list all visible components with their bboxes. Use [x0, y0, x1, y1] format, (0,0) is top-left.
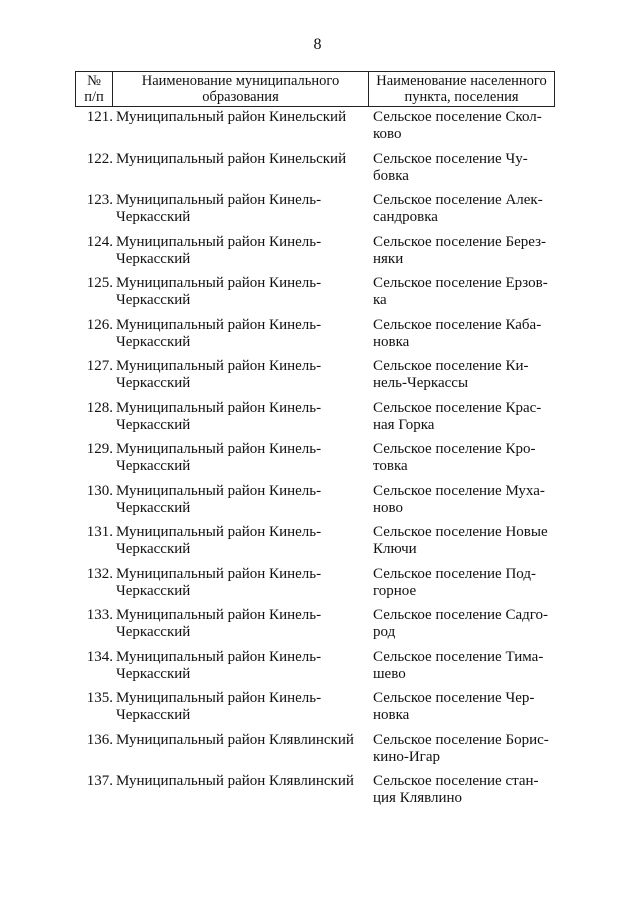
municipality-cell — [116, 524, 364, 558]
row-number: 126. — [86, 316, 113, 333]
settlement-line1: Сельское поселение Берез- — [373, 233, 546, 250]
municipality-line2: Черкасский — [116, 499, 191, 516]
settlement-cell — [373, 317, 563, 351]
settlement-cell — [373, 441, 563, 475]
settlement-line2: Ключи — [373, 541, 417, 557]
municipality-line2: Черкасский — [116, 582, 191, 599]
municipality-cell — [116, 649, 364, 683]
municipality-cell — [116, 566, 364, 600]
table-row — [75, 150, 565, 192]
header-number-column — [76, 72, 113, 106]
header-number-line2: п/п — [84, 89, 104, 105]
settlement-cell — [373, 109, 563, 143]
settlement-line1: Сельское поселение стан- — [373, 773, 539, 789]
settlement-line2: няки — [373, 250, 404, 267]
settlement-line2: горное — [373, 582, 417, 599]
table-row — [75, 772, 565, 814]
municipality-line1: Муниципальный район Кинель- — [116, 690, 322, 706]
table-body — [75, 108, 565, 814]
municipality-cell — [116, 483, 364, 517]
settlement-line2: новка — [373, 707, 410, 723]
settlement-cell — [373, 483, 563, 517]
municipality-line1: Муниципальный район Клявлинский — [116, 731, 354, 748]
table-row — [75, 316, 565, 358]
header-municipality-line1: Наименование муниципального — [141, 73, 340, 89]
table-row — [75, 606, 565, 648]
municipality-line2: Черкасский — [116, 624, 191, 640]
municipality-cell — [116, 690, 364, 724]
municipality-line1: Муниципальный район Кинель- — [116, 192, 322, 208]
page-number: 8 — [313, 36, 322, 53]
table-row — [75, 440, 565, 482]
municipality-line1: Муниципальный район Кинель- — [116, 233, 322, 250]
settlement-line2: товка — [373, 458, 408, 474]
municipality-line2: Черкасский — [116, 416, 191, 433]
row-number: 131. — [86, 524, 113, 540]
settlement-line2: род — [373, 624, 396, 640]
row-number: 123. — [86, 192, 113, 208]
municipality-line2: Черкасский — [116, 375, 191, 391]
row-number: 137. — [86, 773, 113, 789]
settlement-line1: Сельское поселение Алек- — [373, 192, 543, 208]
settlement-line2: бовка — [373, 167, 409, 184]
row-number: 127. — [86, 358, 113, 374]
settlement-line1: Сельское поселение Ки- — [373, 358, 529, 374]
municipality-line1: Муниципальный район Кинель- — [116, 565, 322, 582]
settlement-line1: Сельское поселение Ерзов- — [373, 275, 548, 291]
municipality-cell — [116, 732, 364, 749]
table-row — [75, 274, 565, 316]
table-row — [75, 523, 565, 565]
municipality-line2: Черкасский — [116, 541, 191, 557]
settlement-line2: ково — [373, 126, 402, 142]
header-number-line1: № — [87, 73, 101, 89]
settlement-cell — [373, 566, 563, 600]
settlement-cell — [373, 773, 563, 807]
municipality-line2: Черкасский — [116, 333, 191, 350]
settlement-cell — [373, 524, 563, 558]
settlement-line2: ка — [373, 292, 387, 308]
municipality-cell — [116, 358, 364, 392]
row-number: 125. — [86, 275, 113, 291]
municipality-cell — [116, 109, 364, 126]
municipality-line2: Черкасский — [116, 250, 191, 267]
row-number: 121. — [86, 109, 113, 125]
municipality-line1: Муниципальный район Кинель- — [116, 607, 322, 623]
municipality-cell — [116, 773, 364, 790]
municipality-line1: Муниципальный район Кинель- — [116, 316, 322, 333]
settlement-line1: Сельское поселение Тима- — [373, 648, 544, 665]
municipality-line1: Муниципальный район Кинельский — [116, 109, 347, 125]
municipality-line1: Муниципальный район Кинель- — [116, 441, 322, 457]
municipality-line2: Черкасский — [116, 707, 191, 723]
settlement-cell — [373, 732, 563, 766]
table-row — [75, 731, 565, 773]
municipality-line1: Муниципальный район Кинель- — [116, 275, 322, 291]
municipality-line1: Муниципальный район Кинель- — [116, 399, 322, 416]
settlement-line1: Сельское поселение Кро- — [373, 441, 536, 457]
header-municipality-line2: образования — [202, 89, 279, 105]
row-number: 132. — [86, 565, 113, 582]
municipality-line2: Черкасский — [116, 458, 191, 474]
settlement-line1: Сельское поселение Чу- — [373, 150, 528, 167]
row-number: 130. — [86, 482, 113, 499]
settlement-line2: нель-Черкассы — [373, 375, 469, 391]
header-settlement-line1: Наименование населенного — [376, 73, 547, 89]
table-row — [75, 565, 565, 607]
municipality-cell — [116, 234, 364, 268]
municipality-line2: Черкасский — [116, 209, 191, 225]
settlement-cell — [373, 358, 563, 392]
municipality-line1: Муниципальный район Кинель- — [116, 524, 322, 540]
settlement-cell — [373, 607, 563, 641]
municipality-line1: Муниципальный район Кинель- — [116, 482, 322, 499]
settlement-line2: шево — [373, 665, 406, 682]
table-row — [75, 648, 565, 690]
settlement-line1: Сельское поселение Под- — [373, 565, 536, 582]
settlement-cell — [373, 192, 563, 226]
table-row — [75, 689, 565, 731]
settlement-line2: ново — [373, 499, 404, 516]
row-number: 122. — [86, 150, 113, 167]
row-number: 124. — [86, 233, 113, 250]
row-number: 129. — [86, 441, 113, 457]
settlement-line1: Сельское поселение Борис- — [373, 731, 549, 748]
settlement-line1: Сельское поселение Крас- — [373, 399, 542, 416]
row-number: 128. — [86, 399, 113, 416]
table-row — [75, 399, 565, 441]
municipality-cell — [116, 275, 364, 309]
header-municipality-column — [113, 72, 369, 106]
settlement-line1: Сельское поселение Чер- — [373, 690, 535, 706]
settlement-line2: кино-Игар — [373, 748, 440, 765]
table-header — [75, 71, 555, 107]
row-number: 134. — [86, 648, 113, 665]
municipality-cell — [116, 607, 364, 641]
table-row — [75, 108, 565, 150]
settlement-cell — [373, 275, 563, 309]
settlement-cell — [373, 234, 563, 268]
table-row — [75, 482, 565, 524]
municipality-cell — [116, 400, 364, 434]
row-number: 136. — [86, 731, 113, 748]
settlement-line2: сандровка — [373, 209, 438, 225]
municipality-cell — [116, 317, 364, 351]
row-number: 133. — [86, 607, 113, 623]
municipality-cell — [116, 441, 364, 475]
settlement-line2: новка — [373, 333, 410, 350]
settlement-line2: ная Горка — [373, 416, 435, 433]
municipality-cell — [116, 192, 364, 226]
municipality-line1: Муниципальный район Кинель- — [116, 648, 322, 665]
table-row — [75, 233, 565, 275]
municipality-cell — [116, 151, 364, 168]
settlement-cell — [373, 400, 563, 434]
row-number: 135. — [86, 690, 113, 706]
table-row — [75, 191, 565, 233]
municipality-line2: Черкасский — [116, 665, 191, 682]
settlement-line1: Сельское поселение Муха- — [373, 482, 545, 499]
settlement-cell — [373, 649, 563, 683]
settlement-line1: Сельское поселение Новые — [373, 524, 548, 540]
settlement-line1: Сельское поселение Каба- — [373, 316, 542, 333]
settlement-line1: Сельское поселение Скол- — [373, 109, 542, 125]
settlement-cell — [373, 690, 563, 724]
settlement-line1: Сельское поселение Садго- — [373, 607, 549, 623]
municipality-line2: Черкасский — [116, 292, 191, 308]
municipality-line1: Муниципальный район Клявлинский — [116, 773, 354, 789]
header-settlement-column — [369, 72, 554, 106]
table-row — [75, 357, 565, 399]
header-settlement-line2: пункта, поселения — [404, 89, 519, 105]
municipality-line1: Муниципальный район Кинельский — [116, 150, 347, 167]
municipality-line1: Муниципальный район Кинель- — [116, 358, 322, 374]
settlement-cell — [373, 151, 563, 185]
settlement-line2: ция Клявлино — [373, 790, 463, 806]
